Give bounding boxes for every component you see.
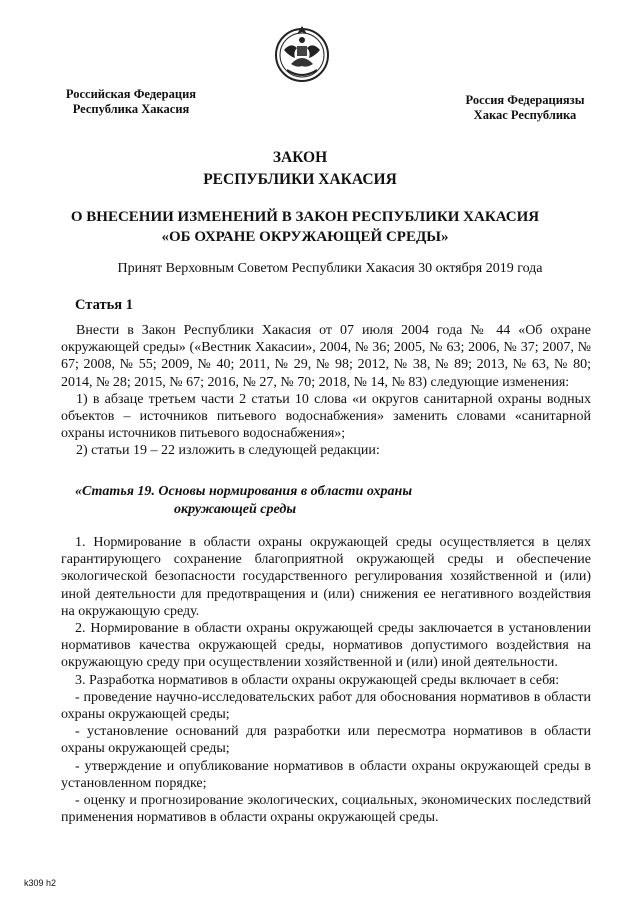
law-subject-line2: «ОБ ОХРАНЕ ОКРУЖАЮЩЕЙ СРЕДЫ» [161,229,449,245]
paragraph: 1) в абзаце третьем части 2 статьи 10 слова «и округов санитарной охраны водных объектов – источников питьевого водоснабжения» заменить словами «санитарной охраны источников питьевого водоснабжения»; [61,391,591,442]
header-right-line2: Хакас Республика [473,108,577,122]
header-left-line2: Республика Хакасия [72,102,190,116]
header-left-line1: Российская Федерация [65,87,197,101]
paragraph: - оценку и прогнозирование экологических, социальных, экономических последствий применения нормативов в области охраны окружающей среды. [61,793,591,826]
article-19-body [61,534,591,826]
paragraph: 2) статьи 19 – 22 изложить в следующей редакции: [76,443,380,459]
paragraph: - проведение научно-исследовательских работ для обоснования нормативов в области охраны окружающей среды; [61,689,591,723]
paragraph: - установление оснований для разработки или пересмотра нормативов в области охраны окружающей среды; [61,724,591,757]
paragraph: 3. Разработка нормативов в области охраны окружающей среды включает в себя: [75,672,560,688]
law-title-line2: РЕСПУБЛИКИ ХАКАСИЯ [203,171,397,188]
paragraph: - утверждение и опубликование нормативов в области охраны окружающей среды в установленном порядке; [61,758,591,791]
article-1-body [61,322,591,460]
article-1-heading: Статья 1 [75,297,133,313]
paragraph: Внести в Закон Республики Хакасия от 07 июля 2004 года № 44 «Об охране окружающей среды» («Вестник Хакасии», 2004, № 36; 2005, № 63; 2006, № 37; 2007, № 67; 2008, № 55; 2009, № 40; 2011, № 29, № 98; 2012, № 38, № 89; 2013, № 63, № 80; 2014, № 28; 2015, № 67; 2016, № 27, № 70; 2018, № 14, № 83) следующие изменения: [61,323,591,390]
article-19-heading [75,483,412,519]
coat-of-arms-emblem [271,22,333,84]
paragraph: 1. Нормирование в области охраны окружающей среды осуществляется в целях гарантирующего сохранение благоприятной окружающей среды и обеспечение экологической безопасности государственного регулирования хозяйственной и (или) иной деятельности для предотвращения и (или) снижения ее негативного воздействия на окружающую среду. [61,535,591,619]
article-19-heading-line1: «Статья 19. Основы нормирования в области охраны [75,484,413,499]
law-subject [40,207,570,247]
paragraph: 2. Нормирование в области охраны окружающей среды заключается в установлении нормативов качества окружающей среды, нормативов допустимого воздействия на окружающую среду при осуществлении хозяйственной и (или) иной деятельности. [61,621,591,671]
adoption-statement: Принят Верховным Советом Республики Хакасия 30 октября 2019 года [117,261,543,276]
law-title-line1: ЗАКОН [272,149,328,166]
law-title [100,147,500,191]
footer-code: k309 h2 [24,878,57,888]
law-subject-line1: О ВНЕСЕНИИ ИЗМЕНЕНИЙ В ЗАКОН РЕСПУБЛИКИ ХАКАСИЯ [70,209,540,225]
header-right-line1: Россия Федерациязы [465,93,585,107]
header-right [440,93,610,123]
article-19-heading-line2: окружающей среды [174,502,297,517]
header-left [36,87,226,117]
